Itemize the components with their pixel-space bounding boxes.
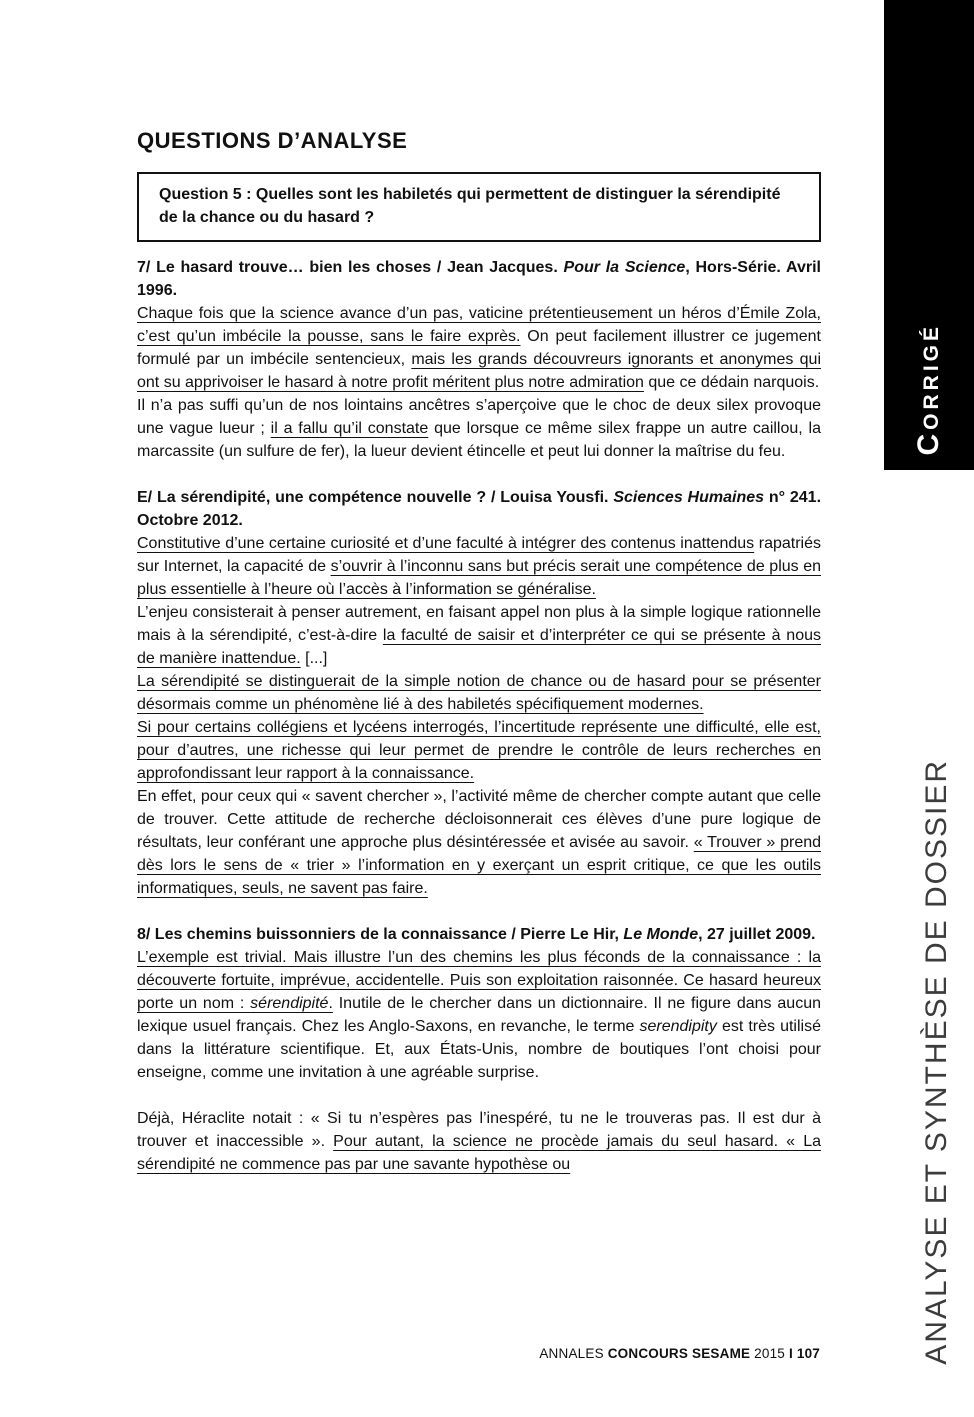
text-segment: mais les grands découvreurs ignorants et anonymes qui ont su apprivoiser le hasard à notre profit méritent plus notre admiration [137,351,821,391]
text-segment: Le Monde [623,926,699,943]
page-title: QUESTIONS D’ANALYSE [137,128,408,153]
text-segment: Pour autant, la science ne procède jamais du seul hasard. « La sérendipité ne commence pas par une savante hypothèse ou [137,1133,822,1173]
question-text: Question 5 : Quelles sont les habiletés qui permettent de distinguer la sérendipité de la chance ou du hasard ? [159,186,781,226]
section-heading [137,486,821,532]
text-segment: que lorsque ce même silex frappe un autre caillou, la marcassite (un sulfure de fer), la lueur devient étincelle et peut lui donner la maîtrise du feu. [137,420,822,460]
text-segment: s’ouvrir à l’inconnu sans but précis serait une compétence de plus en plus essentielle à l’heure où l’accès à l’information se généralise. [137,558,821,598]
corrige-vertical-label: Corrigé [912,323,945,456]
paragraph [137,302,821,394]
text-segment: que ce dédain narquois. [643,374,820,391]
section-heading [137,923,821,946]
text-segment: [...] [300,650,328,667]
text-segment: Sciences Humaines [613,489,765,506]
text-segment: On peut facilement illustrer ce jugement formulé par un imbécile sentencieux, [137,328,822,368]
text-segment: 2015 [750,1346,789,1361]
text-segment: , Hors-Série. Avril 1996. [137,259,822,299]
paragraph [137,670,821,716]
text-segment: . [328,995,333,1012]
paragraph [137,716,821,785]
text-segment: 8/ Les chemins buissonniers de la connaissance / Pierre Le Hir, [137,926,624,943]
text-segment: E/ La sérendipité, une compétence nouvelle ? / Louisa Yousfi. [137,489,614,506]
section-vertical-label: ANALYSE ET SYNTHÈSE DE DOSSIER [920,759,953,1365]
text-segment: « Trouver » prend dès lors le sens de « trier » l’information en y exerçant un esprit critique, ce que les outils informatiques, seuls, ne savent pas faire. [137,834,822,897]
text-segment: Si pour certains collégiens et lycéens interrogés, l’incertitude représente une difficulté, elle est, pour d’autres, une richesse qui leur permet de prendre le contrôle de leurs recherches en approfondissant leur rapport à la connaissance. [137,719,821,782]
paragraph [137,601,821,670]
paragraph [137,1107,821,1176]
text-segment: est très utilisé dans la littérature scientifique. Et, aux États-Unis, nombre de boutiques l’ont choisi pour enseigne, comme une invitation à une agréable surprise. [137,1018,821,1081]
text-segment: La sérendipité se distinguerait de la simple notion de chance ou de hasard pour se présenter désormais comme un phénomène lié à des habiletés spécifiquement modernes. [137,673,821,713]
text-segment: Constitutive d’une certaine curiosité et d’une faculté à intégrer des contenus inattendus [137,535,755,552]
paragraph [137,532,821,601]
text-segment: 7/ Le hasard trouve… bien les choses / Jean Jacques. [137,259,564,276]
text-segment: L’exemple est trivial. Mais illustre l’un des chemins les plus féconds de la connaissance : la découverte fortuite, imprévue, accidentelle. Puis son exploitation raisonnée. Ce hasard heureux porte un nom : [137,949,821,1012]
text-segment: Pour la Science [563,259,686,276]
text-segment: ANNALES [539,1346,608,1361]
text-segment: I 107 [788,1346,820,1361]
text-segment: il a fallu qu’il constate [270,420,429,437]
paragraph [137,394,821,463]
text-segment: , 27 juillet 2009. [698,926,816,943]
paragraph [137,785,821,900]
text-segment: Déjà, Héraclite notait : « Si tu n’espères pas l’inespéré, tu ne le trouveras pas. Il est dur à trouver et inaccessible ». [137,1110,821,1150]
text-segment: la faculté de saisir et d’interpréter ce qui se présente à nous de manière inattendue. [137,627,821,667]
corrige-banner [884,0,974,470]
text-segment: rapatriés sur Internet, la capacité de [137,535,821,575]
text-segment: CONCOURS SESAME [607,1346,751,1361]
text-segment: En effet, pour ceux qui « savent chercher », l’activité même de chercher compte autant que celle de trouver. Cette attitude de recherche décloisonnerait ces élèves d’une pure logique de résultats, leur conférant une approche plus désintéressée et avisée au savoir. [137,788,821,851]
footer-line [539,1346,820,1361]
section-heading [137,256,821,302]
question-box [137,172,821,242]
text-segment: L’enjeu consisterait à penser autrement, en faisant appel non plus à la simple logique rationnelle mais à la sérendipité, c’est-à-dire [137,604,821,644]
document-body [137,256,821,1176]
text-segment: sérendipité [250,995,329,1012]
text-segment: serendipity [639,1018,717,1035]
text-segment: Chaque fois que la science avance d’un pas, vaticine prétentieusement un héros d’Émile Zola, c’est qu’un imbécile la pousse, sans le faire exprès. [137,305,821,345]
paragraph [137,946,821,1084]
text-segment: Inutile de le chercher dans un dictionnaire. Il ne figure dans aucun lexique usuel français. Chez les Anglo-Saxons, en revanche, le terme [137,995,821,1035]
text-segment: Il n’a pas suffi qu’un de nos lointains ancêtres s’aperçoive que le choc de deux silex provoque une vague lueur ; [137,397,821,437]
content-column [137,128,821,1176]
text-segment: n° 241. Octobre 2012. [137,489,822,529]
